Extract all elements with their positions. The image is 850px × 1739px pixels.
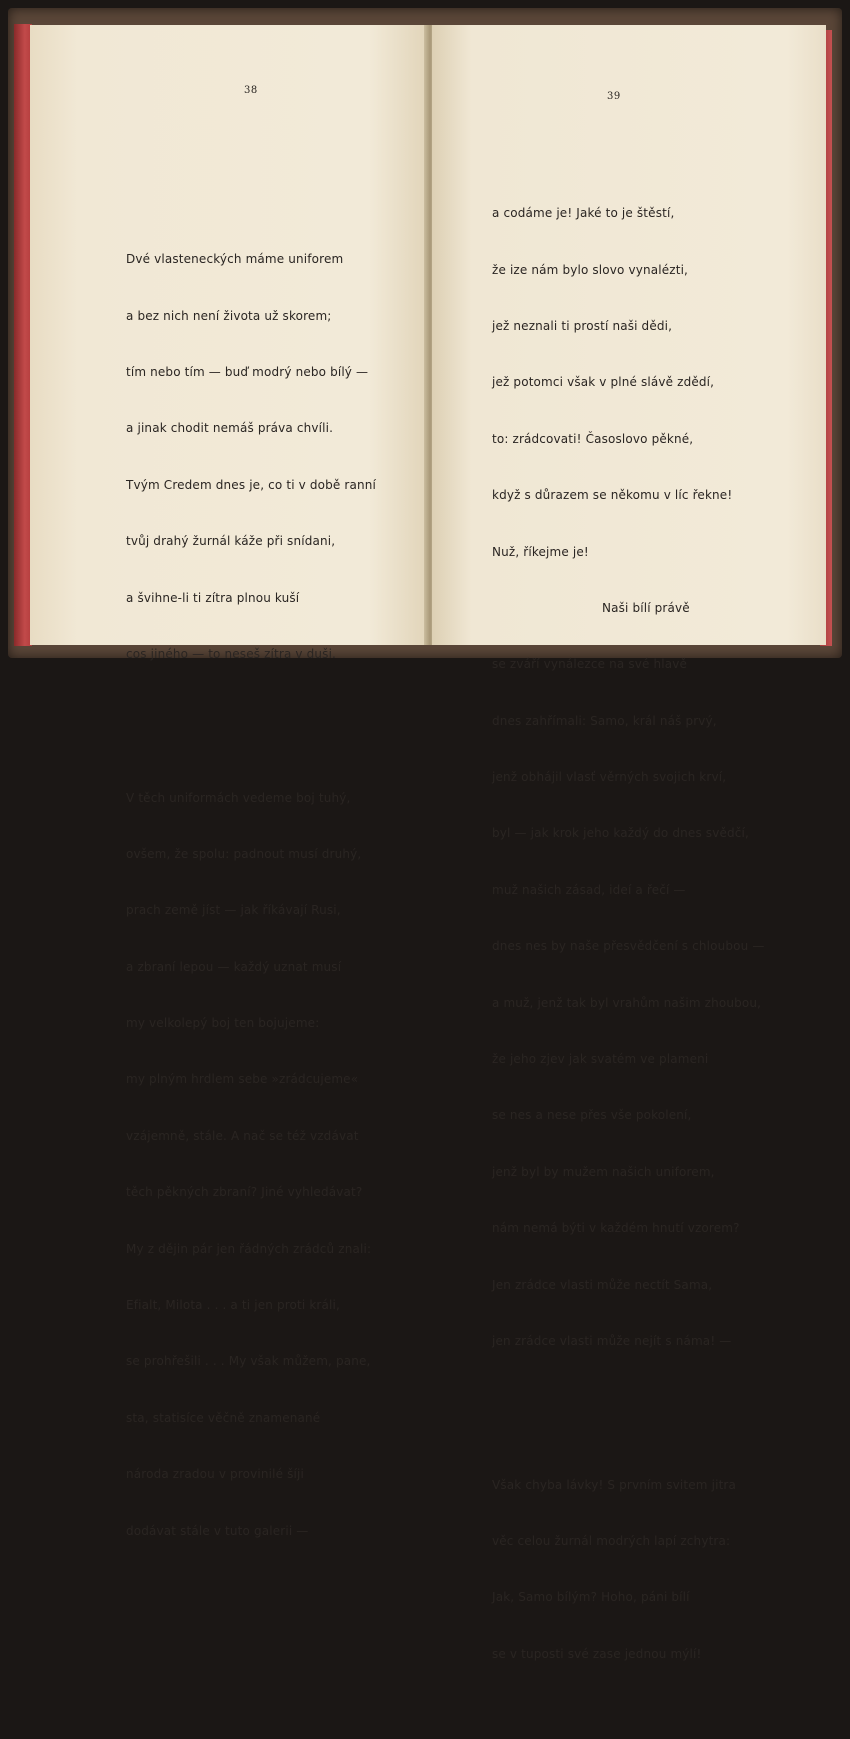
poem-line: sta, statisíce věčně znamenané (126, 1410, 321, 1425)
poem-line: cos jiného — to neseš zítra v duši. (126, 646, 337, 661)
poem-line: se v tuposti své zase jednou mýlí! (492, 1646, 702, 1661)
poem-line: to: zrádcovati! Časoslovo pěkné, (492, 431, 694, 446)
poem-line: byl — jak krok jeho každý do dnes svědčí, (492, 826, 749, 841)
poem-line: se prohřešili . . . My však můžem, pane, (126, 1354, 371, 1369)
poem-line: Však chyba lávky! S prvním svitem jitra (492, 1477, 737, 1492)
poem-line: se nes a nese přes vše pokolení, (492, 1108, 692, 1123)
poem-line: jež neznali ti prostí naši dědi, (492, 318, 673, 333)
poem-line: My z dějin pár jen řádných zrádců znali: (126, 1241, 372, 1256)
poem-line: my plným hrdlem sebe »zrádcujeme« (126, 1072, 359, 1087)
poem-line: dnes zahřímali: Samo, král náš prvý, (492, 713, 717, 728)
poem-line: Dvé vlasteneckých máme uniforem (126, 252, 344, 267)
stanza (492, 167, 765, 1389)
poem-line: když s důrazem se někomu v líc řekne! (492, 488, 733, 503)
poem-left (126, 175, 376, 1616)
poem-line: Jak, Samo bílým? Hoho, páni bílí (492, 1590, 690, 1605)
poem-line: tvůj drahý žurnál káže při snídani, (126, 534, 336, 549)
poem-line: a jinak chodit nemáš práva chvíli. (126, 421, 334, 436)
poem-line: věc celou žurnál modrých lapí zchytra: (492, 1533, 731, 1548)
poem-line: jenž byl by mužem našich uniforem, (492, 1164, 715, 1179)
poem-line: těch pěkných zbraní? Jiné vyhledávat? (126, 1185, 363, 1200)
poem-line: jenž obhájil vlasť věrných svojich krví, (492, 770, 727, 785)
poem-right (492, 129, 765, 1739)
poem-line: my velkolepý boj ten bojujeme: (126, 1016, 320, 1031)
poem-line: Tvým Credem dnes je, co ti v době ranní (126, 477, 376, 492)
poem-line: dnes nes by naše přesvědčení s chloubou — (492, 939, 765, 954)
left-page (30, 25, 428, 1538)
poem-line: jen zrádce vlasti může nejít s náma! — (492, 1334, 732, 1348)
poem-line: a bez nich není života už skorem; (126, 308, 332, 323)
poem-line: vzájemně, stále. A nač se též vzdávat (126, 1128, 359, 1143)
poem-line: že ize nám bylo slovo vynalézti, (492, 262, 689, 277)
poem-line: a zbraní lepou — každý uznat musí (126, 959, 342, 974)
poem-line: a muž, jenž tak byl vrahům našim zhoubou, (492, 995, 762, 1010)
poem-line: že jeho zjev jak svatém ve plameni (492, 1052, 709, 1067)
page-number-right: 39 (607, 91, 621, 102)
poem-line: V těch uniformách vedeme boj tuhý, (126, 790, 351, 805)
poem-line: a codáme je! Jaké to je štěstí, (492, 206, 675, 221)
stanza (126, 751, 376, 1578)
stanza (492, 1438, 765, 1701)
poem-line: Nuž, říkejme je! (492, 544, 589, 559)
poem-line: jež potomci však v plné slávě zdědí, (492, 375, 715, 390)
poem-line: Jen zrádce vlasti může nectít Sama, (492, 1277, 713, 1292)
poem-line: dodávat stále v tuto galerii — (126, 1523, 309, 1538)
stanza (126, 213, 376, 702)
poem-line: Naši bílí právě (602, 600, 690, 615)
poem-line: prach země jíst — jak říkávají Rusi, (126, 903, 341, 918)
poem-line: ovšem, že spolu: padnout musí druhý, (126, 846, 362, 861)
poem-line: národa zradou v provinilé šíji (126, 1467, 304, 1482)
page-number-left: 38 (244, 85, 258, 96)
poem-line: muž našich zásad, ideí a řečí — (492, 882, 686, 897)
poem-line: a švihne-li ti zítra plnou kuší (126, 590, 300, 605)
poem-line: tím nebo tím — buď modrý nebo bílý — (126, 364, 369, 379)
right-page (432, 25, 826, 1661)
poem-line: nám nemá býti v každém hnutí vzorem? (492, 1221, 740, 1236)
poem-line: Efialt, Milota . . . a ti jen proti králi, (126, 1298, 340, 1313)
poem-line: se zváří vynálezce na své hlavě (492, 657, 688, 672)
